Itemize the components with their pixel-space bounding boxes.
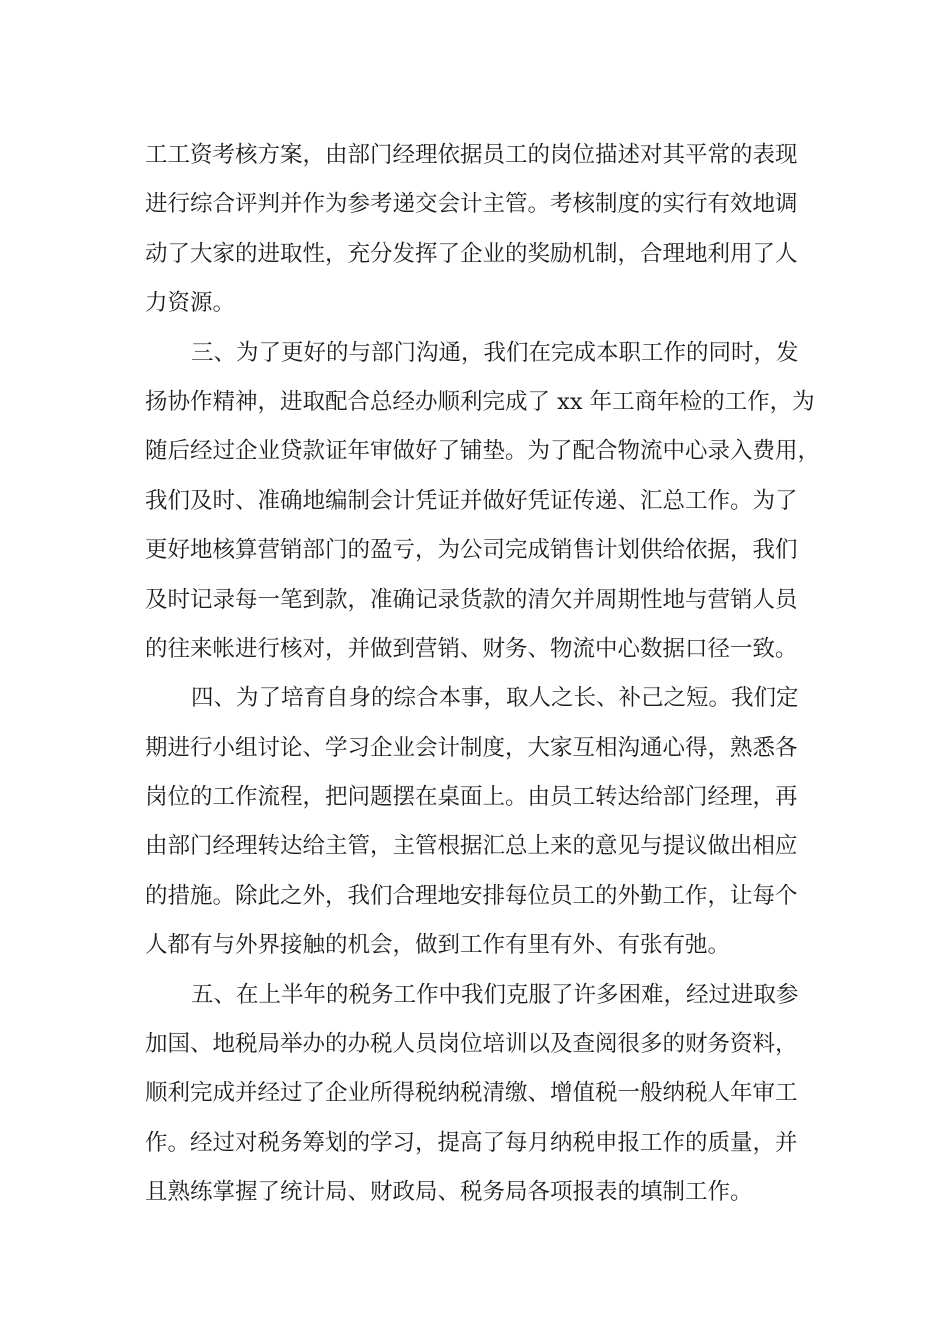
text-line: 顺利完成并经过了企业所得税纳税清缴、增值税一般纳税人年审工 <box>145 1080 798 1107</box>
text-line: 的措施。除此之外，我们合理地安排每位员工的外勤工作，让每个 <box>145 882 798 909</box>
text-line: 动了大家的进取性，充分发挥了企业的奖励机制，合理地利用了人 <box>145 240 798 267</box>
text-line: 进行综合评判并作为参考递交会计主管。考核制度的实行有效地调 <box>145 191 798 218</box>
text-line: 作。经过对税务筹划的学习，提高了每月纳税申报工作的质量，并 <box>145 1129 798 1156</box>
text-line: 加国、地税局举办的办税人员岗位培训以及查阅很多的财务资料， <box>145 1031 798 1058</box>
text-line: 期进行小组讨论、学习企业会计制度，大家互相沟通心得，熟悉各 <box>145 734 798 761</box>
text-line: 及时记录每一笔到款，准确记录货款的清欠并周期性地与营销人员 <box>145 586 798 613</box>
document-body <box>145 131 825 1218</box>
text-line: 人都有与外界接触的机会，做到工作有里有外、有张有弛。 <box>145 932 731 959</box>
text-line: 的往来帐进行核对，并做到营销、财务、物流中心数据口径一致。 <box>145 635 798 662</box>
text-line: 随后经过企业贷款证年审做好了铺垫。为了配合物流中心录入费用， <box>145 438 821 465</box>
text-line: 且熟练掌握了统计局、财政局、税务局各项报表的填制工作。 <box>145 1179 753 1206</box>
text-line: 扬协作精神，进取配合总经办顺利完成了 xx 年工商年检的工作，为 <box>145 388 815 415</box>
text-line: 工工资考核方案，由部门经理依据员工的岗位描述对其平常的表现 <box>145 142 798 168</box>
text-line: 我们及时、准确地编制会计凭证并做好凭证传递、汇总工作。为了 <box>145 487 798 514</box>
paragraph-4-first-line: 四、为了培育自身的综合本事，取人之长、补己之短。我们定 <box>191 685 799 712</box>
text-line: 由部门经理转达给主管，主管根据汇总上来的意见与提议做出相应 <box>145 833 798 860</box>
paragraph-3-first-line: 三、为了更好的与部门沟通，我们在完成本职工作的同时，发 <box>191 339 799 366</box>
paragraph-5-first-line: 五、在上半年的税务工作中我们克服了许多困难，经过进取参 <box>191 981 799 1008</box>
text-line: 岗位的工作流程，把问题摆在桌面上。由员工转达给部门经理，再 <box>145 784 798 811</box>
text-line: 力资源。 <box>145 290 236 317</box>
text-line: 更好地核算营销部门的盈亏，为公司完成销售计划供给依据，我们 <box>145 537 798 564</box>
